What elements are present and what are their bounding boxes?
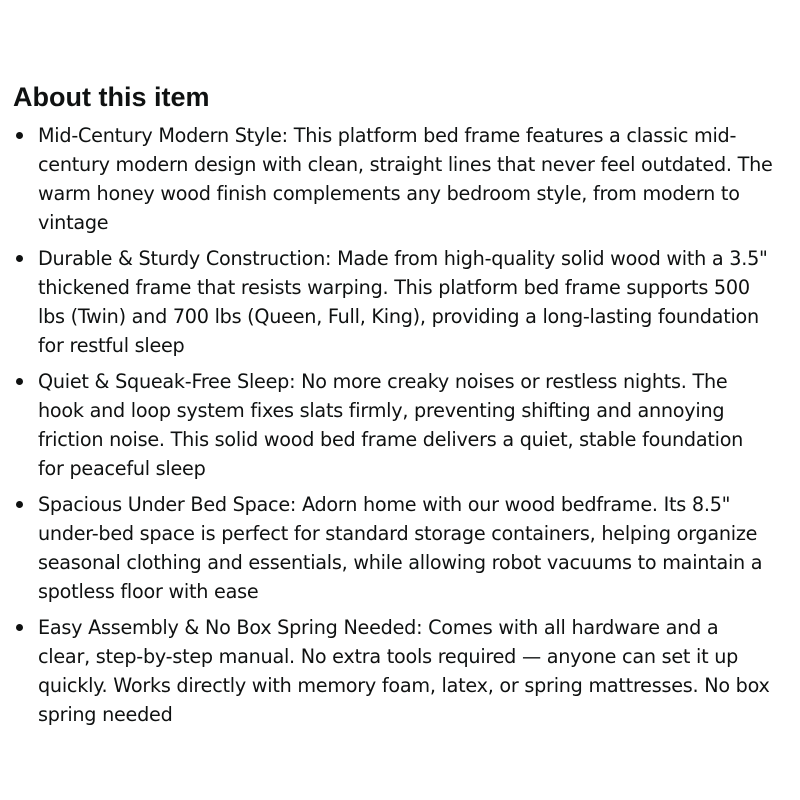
- bullet-icon: [16, 378, 23, 385]
- feature-bullet-item: [13, 121, 773, 237]
- bullet-icon: [16, 132, 23, 139]
- feature-bullet-text: Easy Assembly & No Box Spring Needed: Comes with all hardware and a clear, step-by-step manual. No extra tools required — anyone can set it up quickly. Works directly with memory foam, latex, or spring mattresses. No box spring needed: [38, 616, 770, 726]
- feature-bullet-item: [13, 613, 773, 729]
- section-title: About this item: [13, 82, 210, 112]
- bullet-icon: [16, 255, 23, 262]
- feature-bullet-text: Spacious Under Bed Space: Adorn home with our wood bedframe. Its 8.5" under-bed space is perfect for standard storage containers, helping organize seasonal clothing and essentials, while allowing robot vacuums to maintain a spotless floor with ease: [38, 493, 763, 603]
- feature-bullet-list: [13, 121, 773, 729]
- bullet-icon: [16, 501, 23, 508]
- feature-bullet-item: [13, 367, 773, 483]
- feature-bullet-item: [13, 244, 773, 360]
- bullet-icon: [16, 624, 23, 631]
- feature-bullet-text: Mid-Century Modern Style: This platform bed frame features a classic mid-century modern design with clean, straight lines that never feel outdated. The warm honey wood finish complements any bedroom style, from modern to vintage: [38, 124, 773, 234]
- feature-bullet-text: Quiet & Squeak-Free Sleep: No more creaky noises or restless nights. The hook and loop system fixes slats firmly, preventing shifting and annoying friction noise. This solid wood bed frame delivers a quiet, stable foundation for peaceful sleep: [38, 370, 744, 480]
- about-this-item-section: [13, 80, 773, 736]
- feature-bullet-item: [13, 490, 773, 606]
- feature-bullet-text: Durable & Sturdy Construction: Made from high-quality solid wood with a 3.5" thickened frame that resists warping. This platform bed frame supports 500 lbs (Twin) and 700 lbs (Queen, Full, King), providing a long-lasting foundation for restful sleep: [38, 247, 768, 357]
